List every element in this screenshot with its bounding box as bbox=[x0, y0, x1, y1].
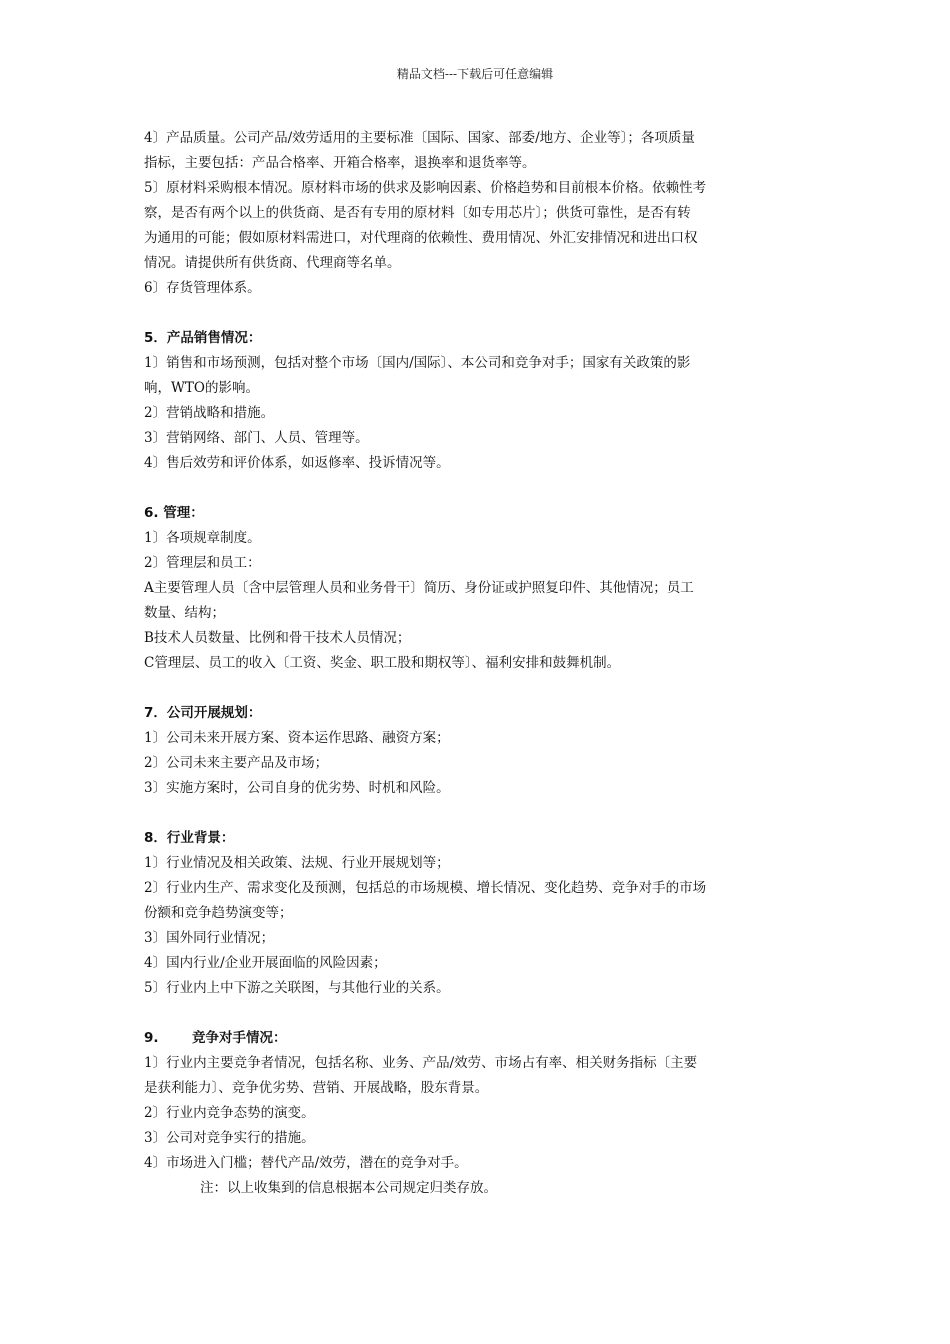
paragraph-line: C管理层、员工的收入〔工资、奖金、职工股和期权等〕、福利安排和鼓舞机制。 bbox=[144, 655, 621, 671]
paragraph-line: 份额和竞争趋势演变等； bbox=[144, 905, 293, 921]
paragraph-line: 4〕售后效劳和评价体系，如返修率、投诉情况等。 bbox=[144, 455, 450, 471]
section-gap bbox=[144, 1001, 812, 1026]
section-8 bbox=[144, 826, 812, 1001]
paragraph-line: 指标，主要包括：产品合格率、开箱合格率，退换率和退货率等。 bbox=[144, 155, 536, 171]
paragraph-line: B技术人员数量、比例和骨干技术人员情况； bbox=[144, 630, 411, 646]
section-7 bbox=[144, 701, 812, 801]
section-number: 9. bbox=[144, 1030, 159, 1046]
section-heading bbox=[144, 1026, 812, 1051]
section-gap bbox=[144, 676, 812, 701]
paragraph-line: 数量、结构； bbox=[144, 605, 225, 621]
paragraph-line: 2〕行业内生产、需求变化及预测，包括总的市场规模、增长情况、变化趋势、竞争对手的市场 bbox=[144, 880, 707, 896]
paragraph-line: 3〕国外同行业情况； bbox=[144, 930, 275, 946]
section-5 bbox=[144, 326, 812, 476]
paragraph-line: 2〕管理层和员工： bbox=[144, 555, 261, 571]
section-heading: 8．行业背景： bbox=[144, 830, 235, 846]
paragraph-line: 2〕行业内竞争态势的演变。 bbox=[144, 1105, 315, 1121]
paragraph-line: 为通用的可能；假如原材料需进口，对代理商的依赖性、费用情况、外汇安排情况和进出口权 bbox=[144, 230, 698, 246]
note-line: 注：以上收集到的信息根据本公司规定归类存放。 bbox=[200, 1180, 497, 1196]
page-header: 精品文档---下载后可任意编辑 bbox=[396, 67, 554, 81]
section-heading: 6. 管理： bbox=[144, 505, 204, 521]
paragraph-line: 4〕产品质量。公司产品/效劳适用的主要标准〔国际、国家、部委/地方、企业等〕；各项质量 bbox=[144, 130, 695, 146]
paragraph-line: 1〕行业情况及相关政策、法规、行业开展规划等； bbox=[144, 855, 450, 871]
paragraph-line: 1〕行业内主要竞争者情况，包括名称、业务、产品/效劳、市场占有率、相关财务指标〔主要 bbox=[144, 1055, 698, 1071]
paragraph-line: 1〕公司未来开展方案、资本运作思路、融资方案； bbox=[144, 730, 450, 746]
paragraph-line: A主要管理人员〔含中层管理人员和业务骨干〕简历、身份证或护照复印件、其他情况；员工 bbox=[144, 580, 694, 596]
paragraph-line: 响，WTO的影响。 bbox=[144, 380, 259, 396]
paragraph-line: 3〕营销网络、部门、人员、管理等。 bbox=[144, 430, 369, 446]
paragraph-line: 2〕公司未来主要产品及市场； bbox=[144, 755, 329, 771]
paragraph-line: 情况。请提供所有供货商、代理商等名单。 bbox=[144, 255, 401, 271]
paragraph-line: 5〕原材料采购根本情况。原材料市场的供求及影响因素、价格趋势和目前根本价格。依赖性考 bbox=[144, 180, 707, 196]
section-6 bbox=[144, 501, 812, 676]
paragraph-line: 5〕行业内上中下游之关联图，与其他行业的关系。 bbox=[144, 980, 450, 996]
section-gap bbox=[144, 301, 812, 326]
section-9 bbox=[144, 1026, 812, 1201]
paragraph-line: 3〕公司对竞争实行的措施。 bbox=[144, 1130, 315, 1146]
paragraph-line: 是获利能力〕、竞争优劣势、营销、开展战略，股东背景。 bbox=[144, 1080, 489, 1096]
paragraph-line: 1〕销售和市场预测，包括对整个市场〔国内/国际〕、本公司和竞争对手；国家有关政策的影 bbox=[144, 355, 691, 371]
section-4-tail bbox=[144, 126, 812, 301]
section-gap bbox=[144, 801, 812, 826]
paragraph-line: 察，是否有两个以上的供货商、是否有专用的原材料〔如专用芯片〕；供货可靠性，是否有转 bbox=[144, 205, 691, 221]
paragraph-line: 3〕实施方案时，公司自身的优劣势、时机和风险。 bbox=[144, 780, 450, 796]
paragraph-line: 1〕各项规章制度。 bbox=[144, 530, 261, 546]
paragraph-line: 6〕存货管理体系。 bbox=[144, 280, 261, 296]
paragraph-line: 4〕市场进入门槛；替代产品/效劳，潜在的竞争对手。 bbox=[144, 1155, 468, 1171]
section-heading: 5．产品销售情况： bbox=[144, 330, 262, 346]
section-title: 竞争对手情况： bbox=[192, 1030, 287, 1046]
section-heading: 7．公司开展规划： bbox=[144, 705, 262, 721]
document-body bbox=[144, 126, 812, 1201]
section-gap bbox=[144, 476, 812, 501]
paragraph-line: 4〕国内行业/企业开展面临的风险因素； bbox=[144, 955, 387, 971]
paragraph-line: 2〕营销战略和措施。 bbox=[144, 405, 275, 421]
